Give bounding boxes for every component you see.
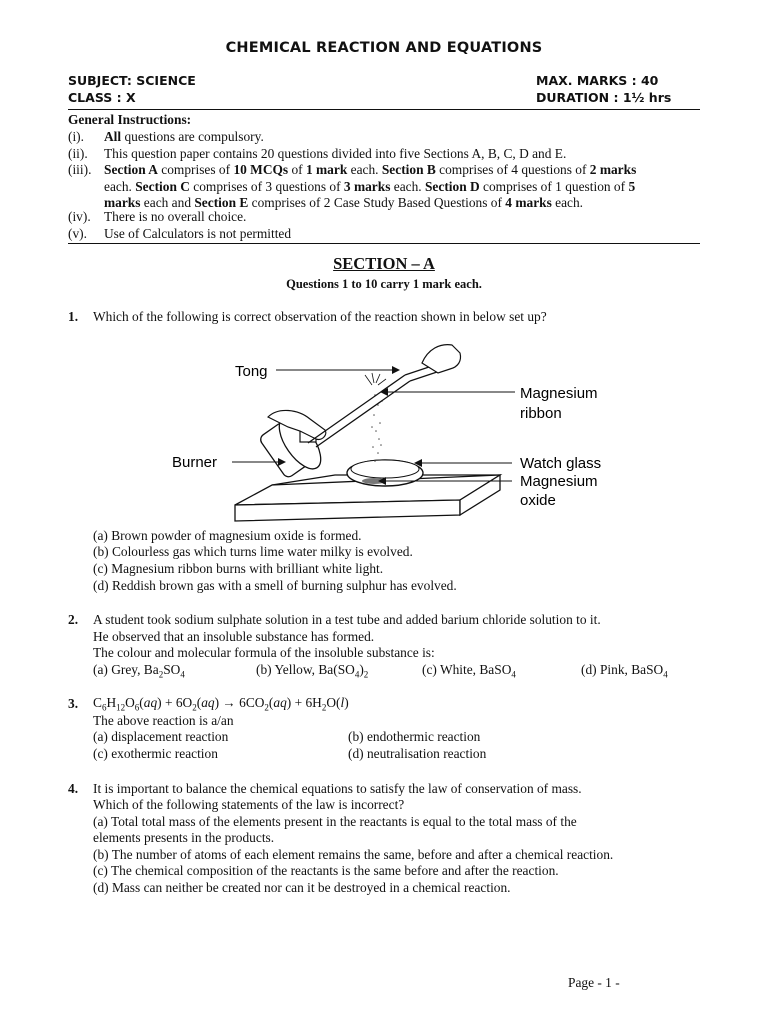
tong-icon [308, 365, 440, 447]
option-b: (b) Colourless gas which turns lime water milky is evolved. [93, 544, 413, 559]
option-a: (a) Brown powder of magnesium oxide is formed. [93, 528, 362, 543]
instruction-text: Use of Calculators is not permitted [104, 226, 292, 241]
question-text: The above reaction is a/an [93, 713, 234, 728]
max-marks-label: MAX. MARKS : 40 [536, 73, 659, 88]
label-magnesium-oxide-1: Magnesium [520, 473, 598, 490]
option-d: (d) neutralisation reaction [348, 746, 487, 761]
label-tong: Tong [235, 363, 268, 380]
chemical-equation: $C_6H_{12}O_6(aq) + 6O_2(aq) \to 6CO_2(aq) + 6H_2O(l)$ [93, 695, 349, 713]
instructions-heading: General Instructions: [68, 112, 192, 127]
option-c: (c) Magnesium ribbon burns with brilliant white light. [93, 561, 384, 576]
subject-label: SUBJECT: SCIENCE [68, 73, 196, 88]
label-oxide: oxide [520, 492, 556, 509]
option-c: (c) White, BaSO$_4$ [422, 662, 516, 680]
question-text: He observed that an insoluble substance has formed. [93, 629, 375, 644]
option-a: (a) Total total mass of the elements present in the reactants is equal to the total mass of the [93, 814, 577, 829]
question-text: The colour and molecular formula of the insoluble substance is: [93, 645, 435, 660]
option-b: (b) endothermic reaction [348, 729, 481, 744]
question-number: 2. [68, 612, 79, 627]
question-number: 1. [68, 309, 79, 324]
option-b: (b) The number of atoms of each element remains the same, before and after a chemical reaction. [93, 847, 614, 862]
option-a: (a) displacement reaction [93, 729, 229, 744]
page-number: Page - 1 - [568, 975, 620, 990]
duration-label: DURATION : 1½ hrs [536, 90, 672, 105]
option-d: (d) Reddish brown gas with a smell of burning sulphur has evolved. [93, 578, 457, 593]
question-text: Which of the following is correct observation of the reaction shown in below set up? [93, 309, 547, 324]
instruction-text: There is no overall choice. [104, 209, 247, 224]
label-ribbon: ribbon [520, 405, 562, 422]
instruction-number: (iv). [68, 209, 91, 224]
question-text: Which of the following statements of the law is incorrect? [93, 797, 405, 812]
instruction-number: (ii). [68, 146, 88, 161]
instruction-text: This question paper contains 20 questions divided into five Sections A, B, C, D and E. [104, 146, 567, 161]
question-text: It is important to balance the chemical equations to satisfy the law of conservation of mass. [93, 781, 582, 796]
label-watch-glass: Watch glass [520, 455, 602, 472]
page-title: CHEMICAL REACTION AND EQUATIONS [225, 40, 543, 56]
instruction-number: (iii). [68, 162, 92, 177]
header-rule-top [68, 109, 700, 110]
question-text: A student took sodium sulphate solution in a test tube and added barium chloride solution to it. [93, 612, 601, 627]
instruction-text-rich: Section A comprises of 10 MCQs of 1 mark each. Section B comprises of 4 questions of 2 marks each. Section C comprises of 3 questions of 3 marks each. Section D comprises of 1 question of 5 marks each and Section E comprises of 2 Case Study Based Questions of 4 marks each. [104, 162, 637, 211]
class-label: CLASS : X [68, 90, 136, 105]
section-subheading: Questions 1 to 10 carry 1 mark each. [286, 277, 482, 291]
option-d: (d) Pink, BaSO$_4$ [581, 662, 668, 680]
instruction-number: (v). [68, 226, 87, 241]
magnesium-burning-figure [160, 335, 630, 525]
instruction-text: All questions are compulsory. [104, 129, 264, 144]
option-b: (b) Yellow, $Ba(SO_4)_2$ [256, 662, 369, 680]
label-burner: Burner [172, 454, 218, 471]
section-heading: SECTION – A [333, 254, 435, 273]
label-magnesium: Magnesium [520, 385, 598, 402]
magnesium-ribbon-flame [365, 373, 386, 385]
option-d: (d) Mass can neither be created nor can it be destroyed in a chemical reaction. [93, 880, 511, 895]
option-a-cont: elements presents in the products. [93, 830, 275, 845]
question-number: 4. [68, 781, 79, 796]
question-number: 3. [68, 696, 79, 711]
header-rule-bottom [68, 243, 700, 244]
option-a: (a) Grey, $Ba_2SO_4$ [93, 662, 185, 680]
option-c: (c) exothermic reaction [93, 746, 218, 761]
instruction-number: (i). [68, 129, 84, 144]
option-c: (c) The chemical composition of the reactants is the same before and after the reaction. [93, 863, 559, 878]
